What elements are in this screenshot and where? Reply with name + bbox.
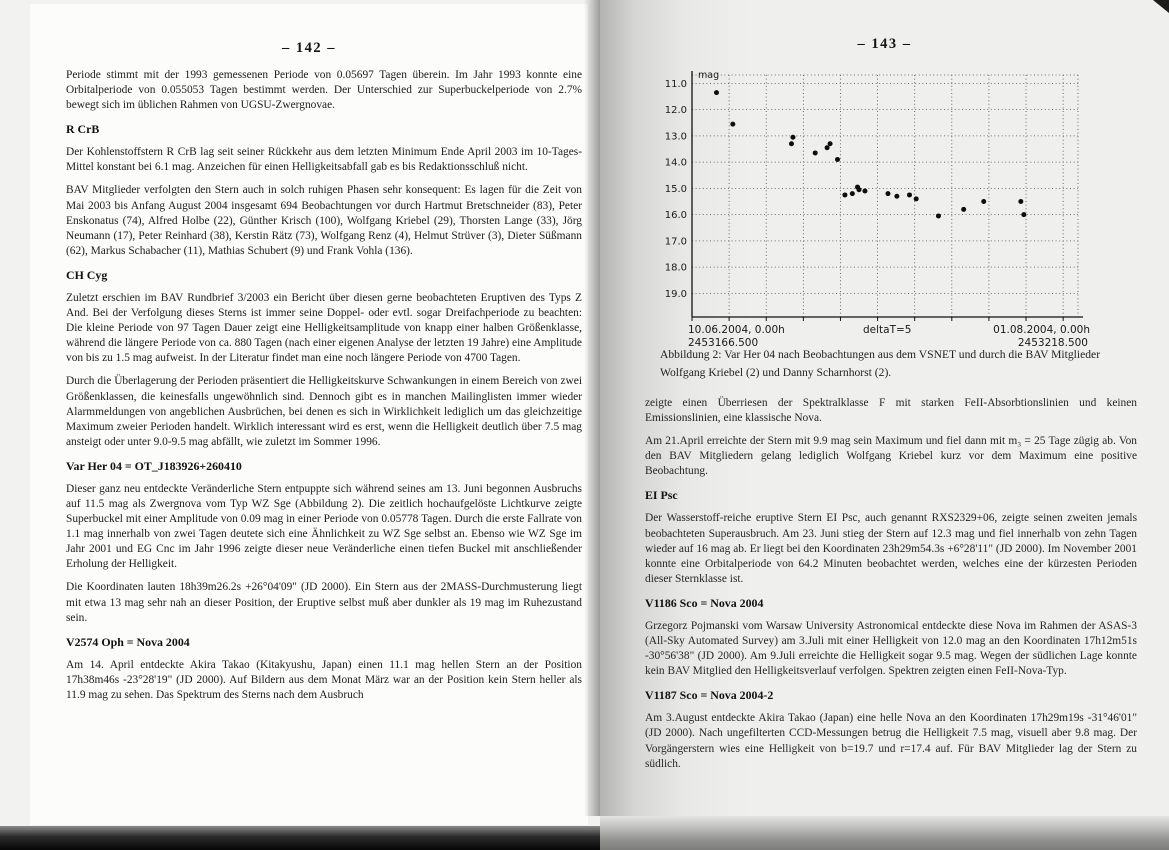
data-point bbox=[835, 157, 840, 162]
data-point bbox=[981, 199, 986, 204]
section-heading: CH Cyg bbox=[66, 267, 108, 282]
data-point bbox=[813, 150, 818, 155]
paragraph: Am 21.April erreichte der Stern mit 9.9 mag sein Maximum und fiel dann mit m₃ = 25 Tage zügig ab. Von den BAV Mitgliedern gelang lediglich Wolfgang Kriebel kurz vor dem Maximum eine positive Beobachtung. bbox=[645, 435, 1137, 478]
data-point bbox=[850, 191, 855, 196]
y-tick-label: 12.0 bbox=[664, 105, 687, 117]
paragraph: Am 14. April entdeckte Akira Takao (Kitakyushu, Japan) einen 11.1 mag hellen Stern an der Position 17h38m46s -23°28'19" (JD 2000). Auf Bildern aus dem Monat März war an der Position kein Stern heller als 11.9 mag zu sehen. Das Spektrum des Sterns nach dem Ausbruch bbox=[66, 658, 582, 701]
section-heading: Var Her 04 = OT_J183926+260410 bbox=[66, 458, 242, 473]
left-page bbox=[30, 4, 588, 825]
data-point bbox=[857, 187, 862, 192]
data-point bbox=[825, 145, 830, 150]
y-axis-unit-label: mag bbox=[698, 70, 720, 81]
section-heading: V2574 Oph = Nova 2004 bbox=[66, 634, 190, 649]
y-tick-label: 16.0 bbox=[664, 210, 687, 222]
y-tick-label: 17.0 bbox=[664, 236, 687, 248]
section-heading: R CrB bbox=[66, 122, 100, 137]
paragraph: Zuletzt erschien im BAV Rundbrief 3/2003 ein Bericht über diesen gerne beobachteten Eruptiven des Typs Z And. Bei der Verfolgung dieses Sterns ist immer seine Doppel- oder evtl. sogar Dreifachperiode zu beachten: Die kleine Periode von 97 Tagen Dauer zeigt eine Helligkeitsamplitude von knapp einer halben Größenklasse, während die längere Periode von ca. 880 Tagen (nach einer eigenen Analyse der letzten 19 Jahre) eine Amplitude von bis zu 1.5 mag aufweist. In der Literatur findet man eine noch längere Periode von 4700 Tagen. bbox=[66, 291, 582, 365]
x-axis-left-date: 10.06.2004, 0.00h bbox=[688, 324, 785, 336]
section-heading: V1187 Sco = Nova 2004-2 bbox=[645, 688, 774, 703]
paragraph: Der Wasserstoff-reiche eruptive Stern EI Psc, auch genannt RXS2329+06, zeigte seinen zweiten jemals beobachteten Superausbruch. Am 23. Juni stieg der Stern auf 12.3 mag und fiel innerhalb von zehn Tagen wieder auf 16 mag ab. Er liegt bei den Koordinaten 23h29m54.3s +6°28'11" (JD 2000). Im November 2001 konnte eine Orbitalperiode von 64.2 Minuten beobachtet werden, welches eine der kürzesten Perioden dieser Sternklasse ist. bbox=[645, 512, 1137, 585]
y-tick-label: 15.0 bbox=[664, 183, 687, 195]
paragraph: Am 3.August entdeckte Akira Takao (Japan) eine helle Nova an den Koordinaten 17h29m19s -31°46'01" (JD 2000). Nach ungefilterten CCD-Messungen betrug die Helligkeit 7.5 mag, visuell aber 9.8 mag. Der Vorgängerstern wies eine Helligkeit von b=19.7 und r=17.4 auf. Für BAV Mitglieder lag der Stern zu südlich. bbox=[645, 712, 1137, 770]
data-point bbox=[730, 122, 735, 127]
x-axis-right-jd: 2453218.500 bbox=[1017, 337, 1088, 349]
page-number-142: – 142 – bbox=[282, 40, 336, 56]
scan-bottom-shadow-right bbox=[600, 816, 1169, 850]
data-point bbox=[885, 191, 890, 196]
data-point bbox=[894, 194, 899, 199]
lightcurve-chart bbox=[600, 60, 1140, 360]
paragraph: zeigte einen Überriesen der Spektralklasse F mit starken FeII-Absorbtionslinien und keinen Emissionslinien, eine klassische Nova. bbox=[645, 397, 1137, 425]
data-point bbox=[907, 192, 912, 197]
paragraph: Periode stimmt mit der 1993 gemessenen Periode von 0.05697 Tagen überein. Im Jahr 1993 konnte eine Orbitalperiode von 0.055053 Tagen bestimmt werden. Der Unterschied zur Superbuckelperiode von 2.7% bewegt sich im üblichen Rahmen von UGSU-Zwergnovae. bbox=[66, 69, 582, 112]
data-point bbox=[961, 207, 966, 212]
y-tick-label: 19.0 bbox=[664, 288, 687, 300]
paragraph: BAV Mitglieder verfolgten den Stern auch in solch ruhigen Phasen sehr konsequent: Es lagen für die Zeit von Mai 2003 bis Anfang August 2004 insgesamt 694 Beobachtungen vor durch Hartmut Bretschneider (83), Peter Enskonatus (74), Alfred Holbe (22), Günther Krisch (100), Wolfgang Kriebel (29), Thorsten Lange (33), Jörg Neumann (17), Peter Reinhard (38), Kerstin Rätz (73), Wolfgang Renz (4), Helmut Strüver (3), Dieter Süßmann (62), Markus Schabacher (11), Mathias Schubert (9) und Frank Vohla (136). bbox=[66, 184, 582, 257]
paragraph: Grzegorz Pojmanski vom Warsaw University Astronomical entdeckte diese Nova im Rahmen der ASAS-3 (All-Sky Automated Survey) am 3.Juli mit einer Helligkeit von 12.0 mag an den Koordinaten 17h12m51s -30°56'38" (JD 2000). Am 9.Juli erreichte die Helligkeit sogar 9.5 mag. Wegen der südlichen Lage konnte kein BAV Mitglied den Helligkeitsverlauf verfolgen. Spektren zeigten einen FeII-Nova-Typ. bbox=[645, 619, 1137, 678]
paragraph: Dieser ganz neu entdeckte Veränderliche Stern entpuppte sich während seines am 13. Juni begonnen Ausbruchs auf 11.5 mag als Zwergnova vom Typ WZ Sge (Abbildung 2). Die zeitlich hochaufgelöste Lichtkurve zeigte Superbuckel mit einer Amplitude von 0.09 mag in einer Periode von 0.05778 Tagen. Durch die erste Fallrate von 1.1 mag innerhalb von zwei Tagen deutete sich eine Ähnlichkeit zu WZ Sge selbst an. Ebenso wie WZ Sge im Jahr 2001 und EG Cnc im Jahr 1996 zeigte dieser neue Veränderliche einen tiefen Buckel mit anschließender Erholung der Helligkeit. bbox=[66, 482, 582, 571]
data-point bbox=[862, 189, 867, 194]
right-page-text-column bbox=[645, 396, 1137, 780]
x-axis-left-jd: 2453166.500 bbox=[688, 337, 759, 349]
paragraph: Die Koordinaten lauten 18h39m26.2s +26°04'09" (JD 2000). Ein Stern aus der 2MASS-Durchmusterung liegt mit etwa 13 mag sehr nah an dieser Position, der Eruptive selbst muß aber dunkler als 19 mag im Ruhezustand sein. bbox=[66, 581, 582, 624]
y-tick-label: 13.0 bbox=[664, 131, 687, 143]
data-point bbox=[790, 135, 795, 140]
scan-bottom-shadow-left bbox=[0, 826, 600, 850]
x-axis-right-date: 01.08.2004, 0.00h bbox=[993, 324, 1090, 336]
right-page bbox=[600, 0, 1169, 816]
section-heading: EI Psc bbox=[645, 488, 678, 503]
section-heading: V1186 Sco = Nova 2004 bbox=[645, 595, 764, 610]
data-point bbox=[842, 192, 847, 197]
book-binding-edge bbox=[2, 6, 30, 826]
data-point bbox=[914, 196, 919, 201]
y-tick-label: 18.0 bbox=[664, 262, 687, 274]
data-point bbox=[789, 141, 794, 146]
y-tick-label: 11.0 bbox=[664, 78, 687, 90]
figure-caption: Abbildung 2: Var Her 04 nach Beobachtungen aus dem VSNET und durch die BAV Mitglieder Wolfgang Kriebel (2) und Danny Scharnhorst (2). bbox=[660, 348, 1101, 379]
data-point bbox=[714, 90, 719, 95]
data-point bbox=[1018, 199, 1023, 204]
y-tick-label: 14.0 bbox=[664, 157, 687, 169]
data-point bbox=[1021, 212, 1026, 217]
data-point bbox=[936, 213, 941, 218]
paragraph: Der Kohlenstoffstern R CrB lag seit seiner Rückkehr aus dem letzten Minimum Ende April 2003 im 10-Tages-Mittel konstant bei 6.1 mag. Anzeichen für einen Helligkeitsabfall gab es bis Redaktionsschluß nicht. bbox=[66, 146, 582, 174]
page-number-143: – 143 – bbox=[857, 36, 912, 52]
left-page-text-column bbox=[66, 68, 582, 711]
data-point bbox=[828, 141, 833, 146]
scan-corner-shadow bbox=[1153, 0, 1169, 13]
x-axis-delta-label: deltaT=5 bbox=[863, 324, 912, 336]
paragraph: Durch die Überlagerung der Perioden präsentiert die Helligkeitskurve Schwankungen in einem Bereich von zwei Größenklassen, die keinesfalls ungewöhnlich sind. Dennoch gibt es in manchen Mailinglisten immer wieder Alarmmeldungen von angeblichen Ausbrüchen, bei denen es sich in Wirklichkeit lediglich um das gleichzeitige Maximum zweier Perioden handelt. Wirklich interessant wird es erst, wenn die Helligkeit deutlich über 7.5 mag ansteigt oder unter 9.0-9.5 mag abfällt, wie zuletzt im Sommer 1996. bbox=[66, 375, 582, 448]
